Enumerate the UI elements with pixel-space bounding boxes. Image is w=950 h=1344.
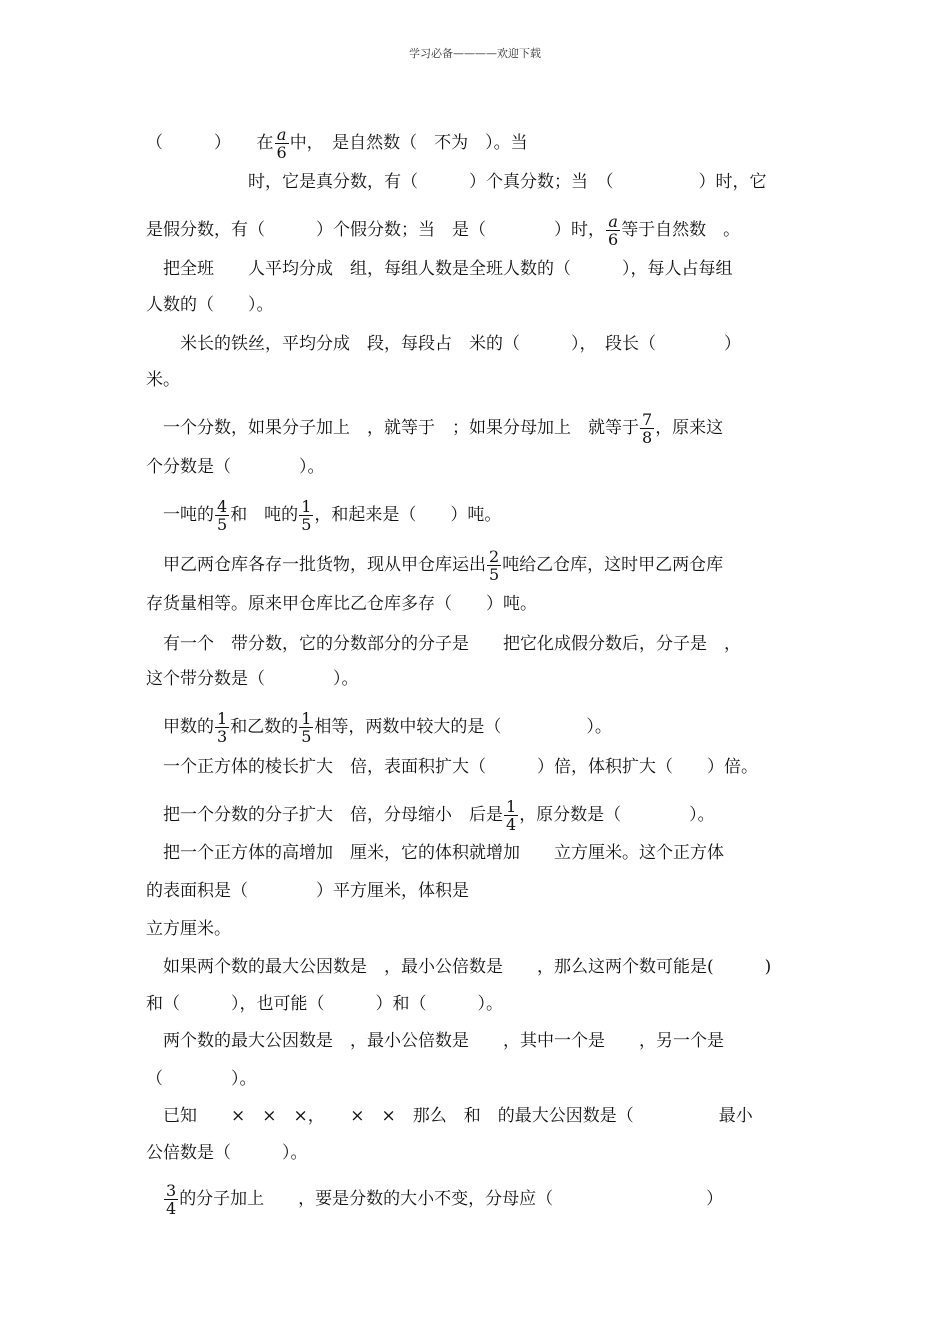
line-text: 立方厘米。 <box>146 919 231 939</box>
question-line <box>146 1142 308 1164</box>
question-line <box>146 171 767 193</box>
fraction-denominator: 6 <box>608 230 619 249</box>
line-text: 的分子加上 ，要是分数的大小不变，分母应（ ） <box>179 1189 724 1209</box>
fraction-denominator: 5 <box>301 727 312 746</box>
question-line <box>146 880 469 902</box>
line-text: ，原来这 <box>655 418 724 438</box>
question-line <box>146 710 612 745</box>
line-text: 相等，两数中较大的是（ ）。 <box>314 717 612 737</box>
fraction <box>487 548 501 583</box>
line-text: 有一个 带分数，它的分数部分的分子是 把它化成假分数后，分子是 ， <box>146 634 741 654</box>
fraction <box>299 710 313 745</box>
line-text: 的表面积是（ ）平方厘米，体积是 <box>146 881 469 901</box>
line-text: 把一个正方体的高增加 厘米，它的体积就增加 立方厘米。这个正方体 <box>146 843 724 863</box>
line-text: 一个分数，如果分子加上 ，就等于 ；如果分母加上 就等于 <box>146 418 639 438</box>
fraction <box>606 213 620 248</box>
fraction-numerator: 7 <box>642 410 653 429</box>
line-text: 甲乙两仓库各存一批货物，现从甲仓库运出 <box>146 555 486 575</box>
line-text: ，原分数是（ ）。 <box>519 805 715 825</box>
fraction-numerator: 1 <box>301 497 312 516</box>
line-text: 米长的铁丝，平均分成 段，每段占 米的（ ）， 段长（ ） <box>146 334 741 354</box>
question-line <box>146 548 723 583</box>
fraction-denominator: 4 <box>166 1199 177 1218</box>
fraction <box>215 498 229 533</box>
fraction-numerator: a <box>606 213 620 231</box>
question-line <box>146 918 231 940</box>
fraction-denominator: 8 <box>642 428 653 447</box>
line-text: 这个带分数是（ ）。 <box>146 669 359 689</box>
question-line <box>146 1182 723 1217</box>
question-line <box>146 411 723 446</box>
question-line <box>146 593 537 615</box>
fraction-numerator: a <box>275 126 289 144</box>
fraction-numerator: 1 <box>217 709 228 728</box>
fraction-numerator: 1 <box>301 709 312 728</box>
line-text: 吨给乙仓库，这时甲乙两仓库 <box>502 555 724 575</box>
fraction <box>164 1182 178 1217</box>
fraction <box>215 710 229 745</box>
line-text: （ ）。 <box>146 1069 257 1089</box>
question-line <box>146 126 528 161</box>
line-text: 公倍数是（ ）。 <box>146 1143 308 1163</box>
line-text: 把一个分数的分子扩大 倍，分母缩小 后是 <box>146 805 503 825</box>
line-text: 等于自然数 。 <box>621 220 741 240</box>
fraction-denominator: 3 <box>217 727 228 746</box>
line-text: 个分数是（ ）。 <box>146 457 325 477</box>
line-text: 时，它是真分数，有（ ）个真分数；当 （ ）时，它 <box>146 172 767 192</box>
fraction-denominator: 6 <box>276 143 287 162</box>
line-text: 如果两个数的最大公因数是 ，最小公倍数是 ，那么这两个数可能是( ) <box>146 957 772 977</box>
fraction-denominator: 5 <box>217 515 228 534</box>
question-line <box>146 668 359 690</box>
fraction-numerator: 2 <box>489 547 500 566</box>
fraction-denominator: 4 <box>506 815 517 834</box>
line-text: 米。 <box>146 370 180 390</box>
line-text: 一吨的 <box>146 505 214 525</box>
question-line <box>146 369 180 391</box>
line-text: 人数的（ ）。 <box>146 295 274 315</box>
question-line <box>146 498 501 533</box>
line-text: 是假分数，有（ ）个假分数；当 是（ ）时， <box>146 220 605 240</box>
line-text: 甲数的 <box>146 717 214 737</box>
question-line <box>146 993 503 1015</box>
question-line <box>146 798 715 833</box>
line-text: 已知 × × ×， × × 那么 和 的最大公因数是（ 最小 <box>146 1106 753 1126</box>
question-line <box>146 258 733 280</box>
question-line <box>146 1030 724 1052</box>
question-line <box>146 756 758 778</box>
fraction-numerator: 3 <box>166 1181 177 1200</box>
question-line <box>146 956 771 978</box>
line-text: 和乙数的 <box>230 717 299 737</box>
fraction-denominator: 5 <box>489 565 500 584</box>
question-line <box>146 333 741 355</box>
line-text: 把全班 人平均分成 组，每组人数是全班人数的（ ），每人占每组 <box>146 259 733 279</box>
fraction <box>275 126 289 161</box>
line-text: 两个数的最大公因数是 ，最小公倍数是 ，其中一个是 ，另一个是 <box>146 1031 724 1051</box>
fraction-numerator: 1 <box>506 797 517 816</box>
line-text: 中， 是自然数（ 不为 ）。当 <box>289 133 528 153</box>
line-text: 存货量相等。原来甲仓库比乙仓库多存（ ）吨。 <box>146 594 537 614</box>
line-text <box>146 1189 163 1209</box>
fraction <box>640 411 654 446</box>
fraction <box>504 798 518 833</box>
fraction <box>299 498 313 533</box>
fraction-numerator: 4 <box>217 497 228 516</box>
question-line <box>146 842 724 864</box>
line-text: 一个正方体的棱长扩大 倍，表面积扩大（ ）倍，体积扩大（ ）倍。 <box>146 757 758 777</box>
page-header: 学习必备————欢迎下载 <box>409 47 541 60</box>
fraction-denominator: 5 <box>301 515 312 534</box>
question-line <box>146 456 325 478</box>
question-line <box>146 294 274 316</box>
question-line <box>146 1068 257 1090</box>
line-text: 和（ ），也可能（ ）和（ ）。 <box>146 994 503 1014</box>
question-line <box>146 213 740 248</box>
line-text: 和 吨的 <box>230 505 299 525</box>
line-text: ，和起来是（ ）吨。 <box>314 505 502 525</box>
question-line <box>146 1105 753 1127</box>
line-text: （ ） 在 <box>146 133 274 153</box>
question-line <box>146 633 741 655</box>
